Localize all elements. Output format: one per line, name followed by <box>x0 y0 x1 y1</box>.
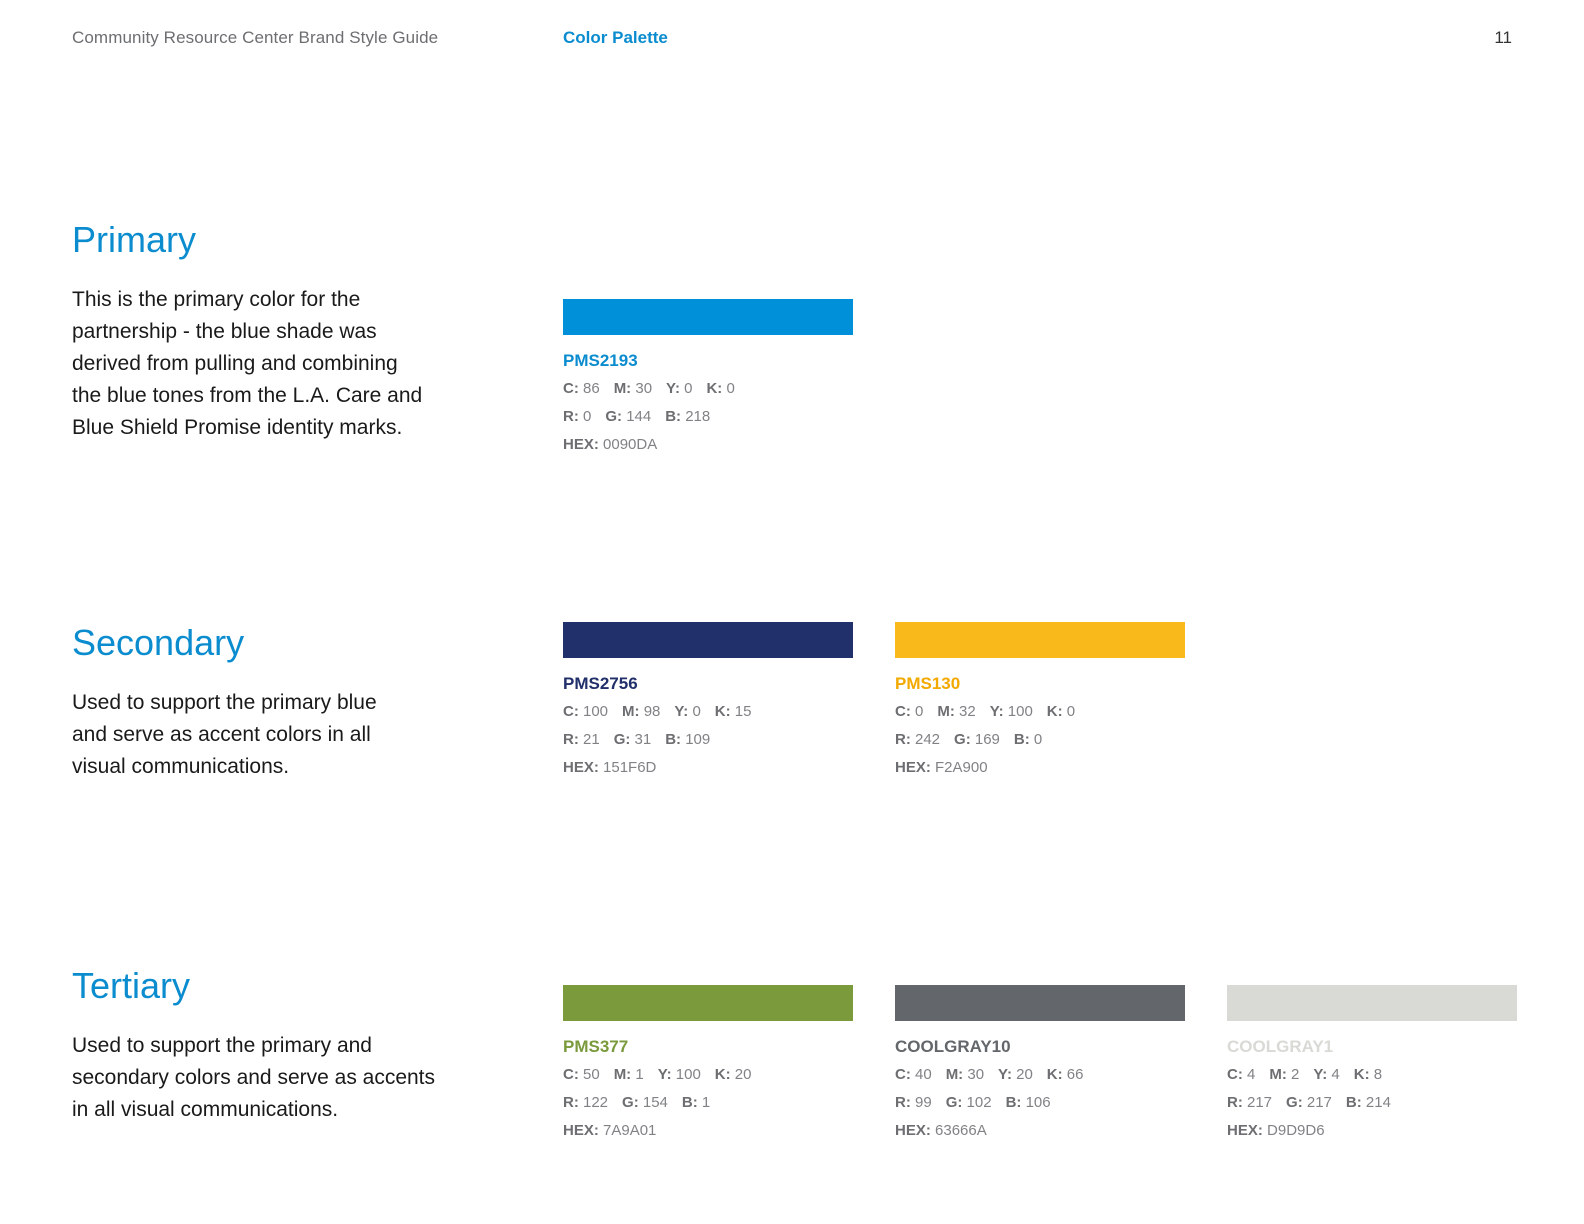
rgb-r-label: R: <box>1227 1094 1247 1111</box>
cmyk-m-label: M: <box>613 1066 636 1083</box>
document-title: Community Resource Center Brand Style Guide <box>72 28 439 47</box>
cmyk-m-pair <box>622 703 660 720</box>
swatch-pms2193 <box>563 299 853 455</box>
tertiary-heading: Tertiary <box>72 965 191 1006</box>
tertiary-desc-line-2: secondary colors and serve as accents <box>72 1066 436 1089</box>
rgb-r-label: R: <box>563 731 583 748</box>
hex-line <box>563 758 853 778</box>
primary-desc-line-1: This is the primary color for the <box>72 288 361 311</box>
cmyk-k-value: 8 <box>1373 1066 1383 1083</box>
rgb-g-value: 31 <box>634 731 652 748</box>
cmyk-m-value: 98 <box>643 703 661 720</box>
cmyk-m-value: 2 <box>1291 1066 1300 1083</box>
swatch-name: PMS2756 <box>563 674 638 693</box>
rgb-r-label: R: <box>895 731 915 748</box>
rgb-b-label: B: <box>665 731 686 748</box>
cmyk-line <box>563 1065 853 1085</box>
secondary-desc-line-1: Used to support the primary blue <box>72 691 377 714</box>
hex-line <box>1227 1121 1517 1141</box>
rgb-g-label: G: <box>613 731 635 748</box>
rgb-r-pair <box>563 731 600 748</box>
swatch-pms377 <box>563 985 853 1141</box>
rgb-line <box>563 407 853 427</box>
hex-pair <box>1227 1122 1325 1139</box>
hex-value: F2A900 <box>935 759 988 776</box>
hex-value: 7A9A01 <box>603 1122 657 1139</box>
cmyk-y-label: Y: <box>989 703 1008 720</box>
rgb-r-pair <box>895 1094 932 1111</box>
color-swatch-bar <box>563 622 853 658</box>
swatch-pms2756 <box>563 622 853 778</box>
cmyk-c-value: 100 <box>583 703 609 720</box>
cmyk-m-pair <box>946 1066 984 1083</box>
hex-line <box>895 758 1185 778</box>
cmyk-c-value: 40 <box>915 1066 932 1083</box>
tertiary-desc-line-3: in all visual communications. <box>72 1098 339 1121</box>
rgb-b-value: 109 <box>685 731 711 748</box>
rgb-b-pair <box>682 1094 710 1111</box>
primary-heading: Primary <box>72 219 196 260</box>
hex-value: 151F6D <box>603 759 657 776</box>
swatch-name: PMS377 <box>563 1037 629 1056</box>
cmyk-k-pair <box>1047 1066 1084 1083</box>
rgb-g-pair <box>946 1094 992 1111</box>
hex-line <box>563 1121 853 1141</box>
cmyk-k-label: K: <box>1046 1066 1067 1083</box>
primary-desc-line-5: Blue Shield Promise identity marks. <box>72 416 403 439</box>
rgb-line <box>563 730 853 750</box>
secondary-desc-line-3: visual communications. <box>72 755 290 778</box>
cmyk-k-label: K: <box>714 703 735 720</box>
cmyk-m-value: 1 <box>635 1066 644 1083</box>
rgb-r-label: R: <box>563 408 583 425</box>
rgb-b-label: B: <box>665 408 686 425</box>
swatch-pms130 <box>895 622 1185 778</box>
cmyk-m-label: M: <box>945 1066 968 1083</box>
cmyk-c-label: C: <box>895 1066 915 1083</box>
rgb-g-value: 154 <box>642 1094 668 1111</box>
cmyk-y-value: 100 <box>1007 703 1033 720</box>
rgb-b-value: 214 <box>1365 1094 1391 1111</box>
tertiary-desc-line-1: Used to support the primary and <box>72 1034 372 1057</box>
rgb-b-label: B: <box>1345 1094 1366 1111</box>
rgb-g-label: G: <box>1286 1094 1307 1111</box>
cmyk-m-label: M: <box>1269 1066 1292 1083</box>
cmyk-k-value: 15 <box>734 703 752 720</box>
rgb-r-pair <box>563 1094 608 1111</box>
rgb-b-value: 218 <box>685 408 711 425</box>
hex-value: 0090DA <box>603 436 658 453</box>
hex-label: HEX: <box>1227 1122 1268 1139</box>
secondary-heading: Secondary <box>72 622 245 663</box>
cmyk-y-label: Y: <box>1313 1066 1332 1083</box>
cmyk-m-pair <box>1269 1066 1299 1083</box>
cmyk-y-value: 0 <box>692 703 701 720</box>
cmyk-y-pair <box>666 380 692 397</box>
primary-description <box>72 284 422 444</box>
cmyk-y-pair <box>998 1066 1033 1083</box>
cmyk-y-pair <box>674 703 700 720</box>
rgb-b-pair <box>665 408 710 425</box>
hex-label: HEX: <box>563 759 604 776</box>
cmyk-y-value: 100 <box>675 1066 701 1083</box>
color-swatch-bar <box>563 985 853 1021</box>
cmyk-m-label: M: <box>937 703 960 720</box>
rgb-g-pair <box>605 408 651 425</box>
cmyk-line <box>563 379 853 399</box>
cmyk-m-value: 30 <box>967 1066 985 1083</box>
secondary-description <box>72 687 377 783</box>
cmyk-k-pair <box>1047 703 1075 720</box>
rgb-b-label: B: <box>1005 1094 1026 1111</box>
hex-line <box>563 435 853 455</box>
rgb-b-pair <box>1006 1094 1051 1111</box>
cmyk-k-pair <box>1354 1066 1382 1083</box>
rgb-b-label: B: <box>681 1094 702 1111</box>
rgb-b-value: 106 <box>1025 1094 1051 1111</box>
rgb-g-label: G: <box>954 731 975 748</box>
cmyk-y-label: Y: <box>674 703 693 720</box>
cmyk-k-value: 0 <box>1066 703 1076 720</box>
rgb-b-pair <box>665 731 710 748</box>
cmyk-k-label: K: <box>706 380 727 397</box>
section-title-header: Color Palette <box>563 28 668 47</box>
cmyk-c-pair <box>1227 1066 1255 1083</box>
swatch-name: PMS130 <box>895 674 961 693</box>
cmyk-m-value: 32 <box>959 703 976 720</box>
cmyk-y-value: 0 <box>684 380 693 397</box>
cmyk-line <box>563 702 853 722</box>
rgb-g-pair <box>954 731 1000 748</box>
cmyk-c-label: C: <box>563 703 583 720</box>
cmyk-y-label: Y: <box>666 380 685 397</box>
rgb-r-pair <box>895 731 940 748</box>
cmyk-y-value: 4 <box>1331 1066 1340 1083</box>
color-swatch-bar <box>895 985 1185 1021</box>
hex-pair <box>563 1122 656 1139</box>
cmyk-line <box>1227 1065 1517 1085</box>
cmyk-k-value: 20 <box>734 1066 752 1083</box>
cmyk-y-pair <box>658 1066 701 1083</box>
cmyk-y-value: 20 <box>1016 1066 1033 1083</box>
cmyk-m-label: M: <box>613 380 636 397</box>
hex-pair <box>895 1122 987 1139</box>
hex-value: D9D9D6 <box>1267 1122 1325 1139</box>
cmyk-c-label: C: <box>895 703 915 720</box>
rgb-r-label: R: <box>895 1094 915 1111</box>
swatch-name: COOLGRAY1 <box>1227 1037 1334 1056</box>
secondary-desc-line-2: and serve as accent colors in all <box>72 723 371 746</box>
cmyk-c-label: C: <box>563 380 583 397</box>
cmyk-m-pair <box>937 703 975 720</box>
rgb-line <box>1227 1093 1517 1113</box>
cmyk-c-pair <box>563 1066 600 1083</box>
cmyk-c-pair <box>563 380 600 397</box>
rgb-line <box>563 1093 853 1113</box>
rgb-line <box>895 730 1185 750</box>
rgb-b-pair <box>1346 1094 1391 1111</box>
cmyk-c-label: C: <box>1227 1066 1247 1083</box>
hex-label: HEX: <box>563 1122 604 1139</box>
rgb-b-label: B: <box>1013 731 1034 748</box>
rgb-g-label: G: <box>605 408 627 425</box>
cmyk-k-value: 66 <box>1066 1066 1084 1083</box>
rgb-g-label: G: <box>622 1094 643 1111</box>
swatch-name: COOLGRAY10 <box>895 1037 1011 1056</box>
hex-label: HEX: <box>895 759 936 776</box>
cmyk-k-label: K: <box>1046 703 1067 720</box>
cmyk-c-pair <box>895 703 923 720</box>
cmyk-c-value: 0 <box>915 703 924 720</box>
cmyk-y-label: Y: <box>998 1066 1017 1083</box>
rgb-r-pair <box>563 408 591 425</box>
rgb-r-value: 217 <box>1247 1094 1273 1111</box>
rgb-r-value: 0 <box>583 408 592 425</box>
cmyk-line <box>895 702 1185 722</box>
rgb-g-value: 169 <box>974 731 1000 748</box>
cmyk-y-label: Y: <box>657 1066 676 1083</box>
cmyk-k-label: K: <box>1353 1066 1374 1083</box>
hex-pair <box>895 759 988 776</box>
hex-label: HEX: <box>563 436 604 453</box>
rgb-b-pair <box>1014 731 1042 748</box>
color-swatch-bar <box>1227 985 1517 1021</box>
page-number: 11 <box>1494 28 1512 47</box>
cmyk-c-value: 4 <box>1247 1066 1256 1083</box>
cmyk-k-pair <box>715 703 752 720</box>
cmyk-m-pair <box>614 380 652 397</box>
cmyk-m-pair <box>614 1066 644 1083</box>
swatch-coolgray1 <box>1227 985 1517 1141</box>
cmyk-m-value: 30 <box>635 380 653 397</box>
hex-value: 63666A <box>935 1122 987 1139</box>
cmyk-y-pair <box>1313 1066 1339 1083</box>
hex-pair <box>563 436 657 453</box>
color-swatch-bar <box>895 622 1185 658</box>
swatch-name: PMS2193 <box>563 351 638 370</box>
hex-line <box>895 1121 1185 1141</box>
rgb-line <box>895 1093 1185 1113</box>
cmyk-c-label: C: <box>563 1066 583 1083</box>
rgb-g-value: 217 <box>1306 1094 1332 1111</box>
rgb-r-label: R: <box>563 1094 583 1111</box>
rgb-r-value: 21 <box>583 731 600 748</box>
cmyk-m-label: M: <box>622 703 644 720</box>
primary-desc-line-4: the blue tones from the L.A. Care and <box>72 384 423 407</box>
hex-pair <box>563 759 656 776</box>
cmyk-y-pair <box>990 703 1033 720</box>
tertiary-description <box>72 1030 435 1126</box>
rgb-g-label: G: <box>945 1094 967 1111</box>
cmyk-k-label: K: <box>714 1066 735 1083</box>
cmyk-c-pair <box>563 703 608 720</box>
cmyk-k-pair <box>706 380 734 397</box>
primary-desc-line-2: partnership - the blue shade was <box>72 320 377 343</box>
cmyk-k-value: 0 <box>726 380 735 397</box>
rgb-g-value: 144 <box>626 408 652 425</box>
rgb-r-value: 122 <box>583 1094 609 1111</box>
rgb-r-pair <box>1227 1094 1272 1111</box>
cmyk-c-value: 86 <box>583 380 600 397</box>
rgb-g-value: 102 <box>966 1094 992 1111</box>
cmyk-line <box>895 1065 1185 1085</box>
rgb-b-value: 1 <box>701 1094 711 1111</box>
rgb-g-pair <box>1286 1094 1332 1111</box>
cmyk-k-pair <box>715 1066 752 1083</box>
rgb-r-value: 99 <box>915 1094 932 1111</box>
swatch-coolgray10 <box>895 985 1185 1141</box>
cmyk-c-pair <box>895 1066 932 1083</box>
rgb-b-value: 0 <box>1033 731 1043 748</box>
rgb-g-pair <box>614 731 652 748</box>
primary-desc-line-3: derived from pulling and combining <box>72 352 398 375</box>
hex-label: HEX: <box>895 1122 936 1139</box>
rgb-g-pair <box>622 1094 668 1111</box>
cmyk-c-value: 50 <box>583 1066 600 1083</box>
color-swatch-bar <box>563 299 853 335</box>
rgb-r-value: 242 <box>915 731 941 748</box>
